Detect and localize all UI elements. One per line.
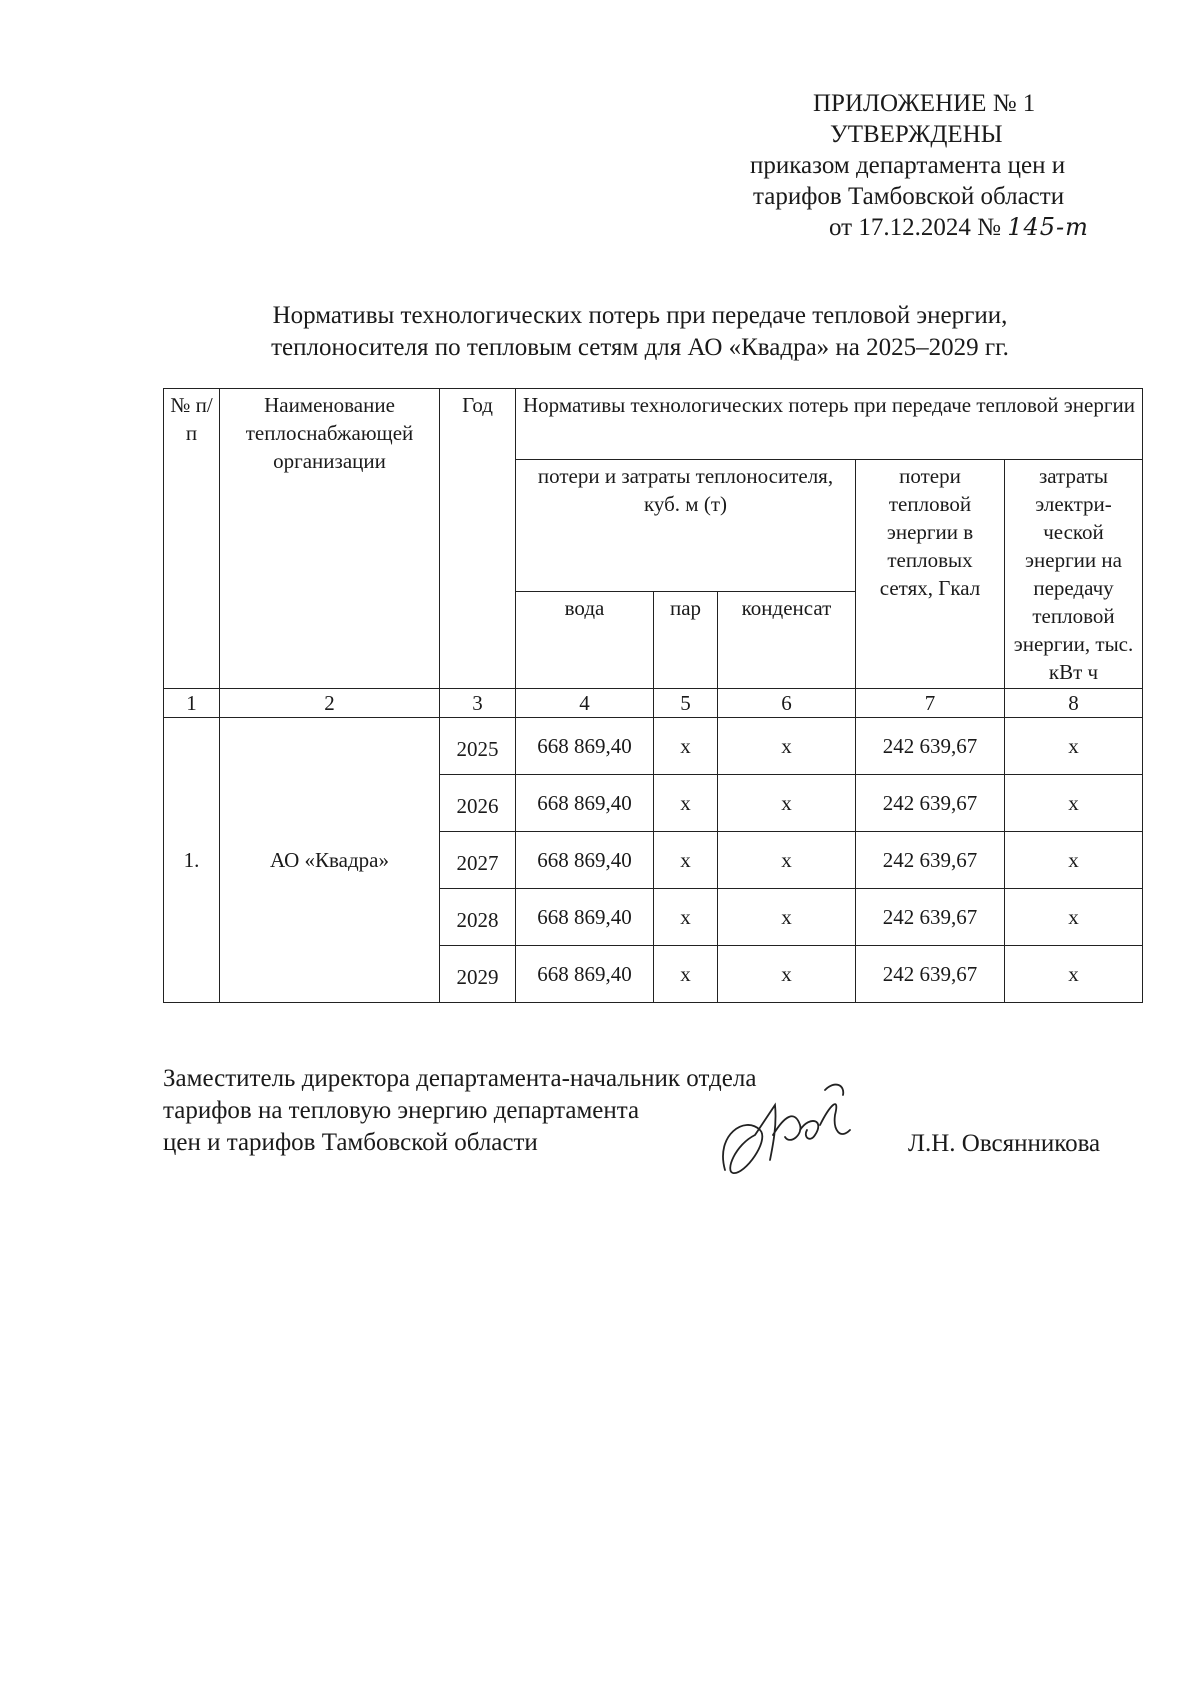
handwritten-signature (715, 1075, 865, 1185)
water-cell: 668 869,40 (516, 889, 654, 946)
column-numbers-row (164, 689, 1143, 718)
col-num-6: 6 (718, 689, 856, 718)
header-steam: пар (654, 591, 718, 688)
header-organization: Наименование теплоснабжающей организации (220, 389, 440, 689)
condensate-cell: х (718, 946, 856, 1003)
col-num-8: 8 (1005, 689, 1143, 718)
year-cell: 2028 (440, 889, 516, 946)
col-num-2: 2 (220, 689, 440, 718)
electric-cell: х (1005, 946, 1143, 1003)
water-cell: 668 869,40 (516, 775, 654, 832)
electric-cell: х (1005, 832, 1143, 889)
heat-loss-cell: 242 639,67 (856, 832, 1005, 889)
steam-cell: х (654, 718, 718, 775)
steam-cell: х (654, 946, 718, 1003)
row-number: 1. (164, 718, 220, 1003)
organization-name: АО «Квадра» (220, 718, 440, 1003)
signer-name: Л.Н. Овсянникова (908, 1130, 1101, 1157)
position-line-2: тарифов на тепловую энергию департамента (163, 1097, 640, 1124)
year-cell: 2026 (440, 775, 516, 832)
year-cell: 2027 (440, 832, 516, 889)
header-norms-group: Нормативы технологических потерь при передаче тепловой энергии (516, 389, 1143, 460)
year-cell: 2029 (440, 946, 516, 1003)
steam-cell: х (654, 832, 718, 889)
condensate-cell: х (718, 718, 856, 775)
electric-cell: х (1005, 889, 1143, 946)
year-cell: 2025 (440, 718, 516, 775)
col-num-3: 3 (440, 689, 516, 718)
col-num-5: 5 (654, 689, 718, 718)
signatory-position (163, 1063, 756, 1159)
water-cell: 668 869,40 (516, 832, 654, 889)
order-date: от 17.12.2024 № (829, 214, 1001, 241)
header-coolant: потери и затраты теплоносителя, куб. м (т) (516, 460, 856, 592)
condensate-cell: х (718, 889, 856, 946)
electric-cell: х (1005, 775, 1143, 832)
header-condensate: конденсат (718, 591, 856, 688)
electric-cell: х (1005, 718, 1143, 775)
order-date-line (829, 212, 1089, 243)
heat-loss-cell: 242 639,67 (856, 775, 1005, 832)
header-no: № п/п (164, 389, 220, 689)
col-num-4: 4 (516, 689, 654, 718)
position-line-3: цен и тарифов Тамбовской области (163, 1129, 538, 1156)
approved-label: УТВЕРЖДЕНЫ (830, 121, 1003, 148)
heat-loss-cell: 242 639,67 (856, 718, 1005, 775)
steam-cell: х (654, 775, 718, 832)
header-heat-loss: потери тепловой энергии в тепловых сетях, Гкал (856, 460, 1005, 689)
heat-loss-cell: 242 639,67 (856, 889, 1005, 946)
header-water: вода (516, 591, 654, 688)
order-line-2: тарифов Тамбовской области (753, 183, 1065, 210)
condensate-cell: х (718, 775, 856, 832)
table-row (164, 718, 1143, 775)
header-year: Год (440, 389, 516, 689)
title-line-2: теплоносителя по тепловым сетям для АО «Квадра» на 2025–2029 гг. (271, 334, 1009, 361)
header-row-1 (164, 389, 1143, 460)
heat-loss-cell: 242 639,67 (856, 946, 1005, 1003)
condensate-cell: х (718, 832, 856, 889)
order-number: 145-т (1007, 213, 1089, 241)
col-num-7: 7 (856, 689, 1005, 718)
header-electric: затраты электри-ческой энергии на передачу тепловой энергии, тыс. кВт ч (1005, 460, 1143, 689)
water-cell: 668 869,40 (516, 946, 654, 1003)
appendix-label: ПРИЛОЖЕНИЕ № 1 (813, 90, 1036, 117)
norms-table (163, 388, 1143, 1003)
water-cell: 668 869,40 (516, 718, 654, 775)
steam-cell: х (654, 889, 718, 946)
title-line-1: Нормативы технологических потерь при передаче тепловой энергии, (272, 302, 1008, 329)
order-line-1: приказом департамента цен и (750, 152, 1066, 179)
position-line-1: Заместитель директора департамента-начальник отдела (163, 1065, 757, 1092)
col-num-1: 1 (164, 689, 220, 718)
document-title (160, 300, 1120, 364)
